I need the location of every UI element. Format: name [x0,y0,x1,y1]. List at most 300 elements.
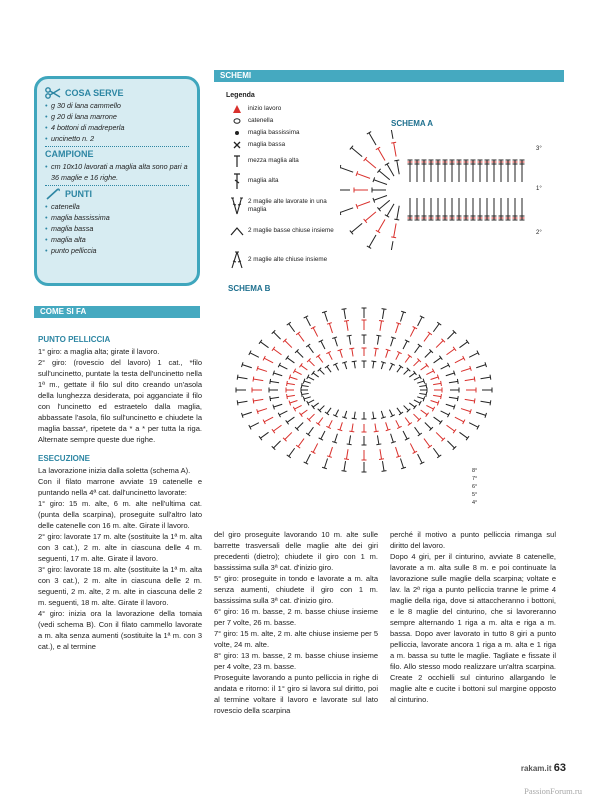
stitch-mark [461,409,471,412]
stitch-mark [335,410,338,416]
stitch-mark [397,206,399,220]
stitch-mark [373,412,374,419]
schema-a-diagram [340,130,560,250]
stitch-mark [375,349,376,357]
watermark: PassionForum.ru [524,786,582,796]
stitch-mark [329,420,333,427]
stitch-mark [335,338,338,347]
stitch-top [382,309,387,310]
stitch-mark [365,212,376,221]
paragraph: perché il motivo a punto pelliccia rimanga sul diritto del lavoro. [390,530,556,550]
page-number: 63 [553,762,566,774]
legend-row: inizio lavoro [226,104,344,114]
stitch-top [466,340,469,344]
stitch-mark [417,381,424,383]
stitch-mark [413,414,419,420]
legend-row: 2 maglie alte lavorate in una maglia [226,196,344,216]
stitch-mark [418,454,423,463]
stitch-mark [447,349,455,355]
stitch-mark [344,309,346,319]
stitch-mark [469,353,478,358]
stitch-mark [345,362,347,369]
round-mark: 1° [536,186,542,192]
stitch-top [296,445,300,448]
stitch-mark [374,195,387,200]
round-mark: 3° [536,146,542,152]
stitch-top [474,377,475,382]
stitch-mark [260,432,268,438]
stitch-mark [396,447,399,457]
chain-stitch-icon [232,116,242,126]
stitch-mark [290,401,298,403]
stitch-mark [340,167,353,172]
stitch-top [399,412,403,415]
text-column-1 [38,334,202,652]
stitch-mark [273,441,280,448]
stitch-mark [405,356,410,362]
stitch-mark [297,423,303,429]
stitch-mark [380,321,382,331]
gauge-heading: CAMPIONE [45,149,94,159]
stitch-mark [329,447,332,457]
section-heading: ESECUZIONE [38,454,91,463]
stitch-mark [449,397,458,398]
stitch-top [439,420,442,424]
stitch-top [347,335,352,336]
stitch-mark [409,373,415,377]
stitch-top [272,347,275,351]
stitch-top [374,431,379,432]
stitch-mark [344,461,346,471]
stitch-top [428,445,432,448]
stitch-mark [375,424,376,432]
stitch-top [374,348,379,349]
stitch-top [325,365,329,368]
stitch-mark [397,408,401,414]
paragraph: 5° giro: proseguite in tondo e lavorate a m. alta senza aumenti, chiudete il giro con 1 m. bassissima sulla 3ª cat. d'inizio giro. [214,574,378,605]
materials-list [45,100,189,144]
stitch-mark [433,383,441,384]
stitch-mark [386,350,388,358]
legend-row: 2 maglie basse chiuse insieme [226,226,344,236]
stitch-mark [377,435,378,444]
stitch-mark [419,385,426,386]
stitch-mark [447,332,454,339]
stitch-mark [290,377,298,379]
paragraph: Dopo 4 giri, per il cinturino, avviate 8 catenelle, lavorate a m. alta sulle 8 m. e poi continuate la lavorazione sulle maglie della scarpina; voltate e lav. la 2ª riga a punto pelliccia tranne le prime 4 maglie della riga, dove si attaccheranno i bottoni, e le 8 maglie del cinturino, che si lavoreranno sempre alternando 1 riga a m. alta e riga a m. bassa. Dopo aver lavorato in tutto 8 giri a punto pelliccia, lavorate ancora 1 riga a m. alta e 1 riga a m. bassa su tutte le maglie. Tagliate e fissate il filo. Allo stesso modo realizzare un'altra scarpina. Create 2 occhielli sul cinturino allargando le maglie alte e cucite i bottoni sul margine opposto al cinturino. [390,552,556,704]
stitch-top [457,396,458,401]
legend-row: maglia bassissima [226,128,344,138]
stitch-top [286,420,289,424]
paragraph: La lavorazione inizia dalla soletta (schema A). [38,466,191,475]
stitch-top [399,365,403,368]
stitch-top [301,383,302,388]
stitch-top [342,471,347,472]
stitch-top [441,381,442,386]
stitch-top [299,363,302,367]
stitch-mark [306,317,311,326]
stitch-mark [426,371,433,375]
stitch-top [237,400,238,405]
stitch-mark [309,360,315,366]
stitch-mark [414,400,420,403]
stitch-top [349,431,354,432]
list-item: • g 20 di lana marrone [45,111,189,122]
stitch-mark [426,405,433,409]
list-item: • uncinetto n. 2 [45,133,189,144]
stitch-mark [309,414,315,420]
materials-box [34,76,200,286]
stitch-mark [327,367,331,373]
stitch-top [453,347,456,351]
stitch-top [426,363,429,367]
stitch-mark [313,443,318,452]
stitch-mark [253,399,263,401]
stitch-top [418,344,422,347]
stitch-top [316,355,320,358]
stitch-mark [441,411,449,415]
stitch-mark [374,180,387,185]
stitch-mark [319,369,324,374]
stitch-top [376,335,381,336]
legend-row: catenella [226,116,344,126]
stitch-mark [459,342,467,348]
stitch-mark [287,358,294,363]
stitch-mark [424,439,430,447]
stitch-mark [270,381,279,382]
list-item: • catenella [45,201,189,212]
stitch-mark [318,356,323,362]
stitch-top [253,377,254,382]
stitch-mark [436,341,443,348]
legend-row: 2 maglie alte chiuse insieme [226,250,344,270]
legend-row: maglia bassa [226,140,344,150]
stitch-mark [264,358,273,363]
legend-row: maglia alta [226,172,344,190]
stitch-mark [449,381,458,382]
stitch-mark [297,351,303,357]
paragraph: 8° giro: 13 m. basse, 2 m. basse chiuse insieme per 4 volte, 23 m. basse. [214,651,378,671]
single-crochet-icon [232,140,242,150]
stitch-mark [285,432,292,439]
stitch-mark [257,368,267,371]
stitch-mark [391,241,393,250]
stitch-mark [461,368,471,371]
stitch-mark [313,403,319,407]
stitch-mark [287,395,295,396]
stitch-mark [308,427,313,434]
stitch-top [270,396,271,401]
stitch-mark [329,353,333,360]
stitch-mark [329,323,332,333]
stitch-mark [382,309,384,319]
stitch-top [344,320,349,321]
stitch-top [296,332,300,335]
stitch-mark [349,435,350,444]
stitch-top [371,361,376,362]
stitch-mark [397,160,399,174]
stitch-mark [369,133,376,145]
stitch-mark [346,449,348,459]
divider [45,185,189,186]
stitch-top [301,392,302,397]
paragraph: Proseguite lavorando a punto pelliccia in righe di andata e ritorno: il 1° giro si lavora sul diritto, poi al termine voltare il lavoro e lavorate sul lato rovescio della scarpina [214,673,378,715]
materials-heading: COSA SERVE [45,87,189,99]
stitches-heading: PUNTI [45,188,189,200]
stitch-top [394,160,399,161]
stitch-mark [446,373,455,376]
stitch-top [287,455,291,458]
stitch-mark [238,401,248,403]
stitch-mark [410,443,415,452]
stitch-mark [340,350,342,358]
stitch-mark [351,148,362,157]
stitch-mark [308,377,314,380]
stitch-top [352,361,357,362]
stitch-mark [270,397,279,398]
list-item: • g 30 di lana cammello [45,100,189,111]
stitch-mark [308,400,314,403]
stitch-mark [373,361,374,368]
legend-row: mezza maglia alta [226,154,344,168]
stitch-top [312,371,315,375]
legend-title: Legenda [226,92,255,99]
stitch-mark [433,324,439,332]
stitch-mark [387,204,394,216]
gauge-list [45,161,189,183]
stitch-top [439,356,442,360]
stitch-mark [345,411,347,418]
stitch-mark [302,393,309,394]
stitch-mark [327,408,331,414]
stitch-mark [279,365,287,369]
stitch-top [441,394,442,399]
stitch-top [408,423,412,426]
scissors-icon [45,87,61,99]
section-band-schemi: SCHEMI [214,70,564,82]
stitch-top [379,320,384,321]
stitch-mark [425,423,431,429]
stitch-mark [418,317,423,326]
stitch-top [253,398,254,403]
stitch-top [394,219,399,220]
stitch-top [316,423,320,426]
stitch-mark [404,406,409,411]
stitch-mark [242,412,252,415]
stitch-top [342,309,347,310]
stitch-mark [335,364,338,370]
stitch-mark [394,223,396,237]
paragraph: 1° giro: 15 m. alte, 6 m. alte nell'ultima cat. (punta della scarpina), proseguite sull'altro lato delle catenelle con 16 m. alte. Girate il lavoro. [38,499,202,530]
round-mark: 8° [472,468,478,474]
stitch-top [382,471,387,472]
paragraph: 7° giro: 15 m. alte, 2 m. alte chiuse insieme per 5 volte, 24 m. alte. [214,629,378,649]
stitch-top [287,394,288,399]
list-item: • maglia bassa [45,223,189,234]
stitch-top [237,375,238,380]
stitch-mark [354,412,355,419]
stitch-top [453,429,456,433]
stitch-mark [414,377,420,380]
stitch-mark [447,441,454,448]
stitch-mark [273,332,280,339]
round-mark: 5° [472,492,478,498]
stitch-top [306,344,310,347]
stitch-top [259,340,262,344]
round-mark: 7° [472,476,478,482]
paragraph: 4° giro: inizia ora la lavorazione della tomaia (vedi schema B). Con il filato cammello lavorate a m. alta senza aumenti (sostituite la 1ª m. con 3 cat.), e al termine [38,609,202,651]
stitch-top [391,142,396,143]
stitch-mark [304,397,311,399]
list-item: • maglia bassissima [45,212,189,223]
stitch-mark [465,379,475,381]
stitch-mark [459,432,467,438]
stitch-mark [321,431,325,439]
stitch-mark [394,143,396,157]
stitch-mark [351,223,362,232]
dc2tog-icon [230,250,244,270]
stitch-mark [455,417,464,422]
site-name: rakam.it [520,764,552,773]
stitch-mark [313,373,319,377]
stitch-mark [396,353,400,360]
stitch-mark [357,202,370,207]
stitch-mark [405,418,410,424]
stitch-mark [413,360,419,366]
paragraph: 2° giro: (rovescio del lavoro) 1 cat., *filo sull'uncinetto, puntate la testa dell'uncinetto nella 1ª m., gettate il filo sul dito creando un'asola della lunghezza desiderata, poi agganciate il filo con l'uncinetto ed estraetelo dalla maglia, abbassate l'asola, filo sull'uncinetto e chiudete la maglia bassa*, ripetete da * a * per tutta la riga. Alternate sempre queste due righe. [38,358,202,444]
stitch-top [272,429,275,433]
stitch-mark [287,383,295,384]
stitch-mark [404,369,409,374]
stitch-top [428,332,432,335]
stitch-mark [434,358,441,363]
stitch-mark [421,365,427,370]
schema-a-label: SCHEMA A [391,119,434,128]
stitch-mark [274,373,283,376]
stitch-mark [417,397,424,399]
stitch-mark [419,393,426,394]
stitch-mark [301,365,307,370]
stitch-mark [481,377,491,379]
stitch-mark [469,423,478,428]
stitch-top [426,383,427,388]
round-mark: 2° [536,230,542,236]
stitch-mark [378,219,385,231]
stitch-mark [421,410,427,415]
stitch-mark [379,171,390,180]
stitch-mark [381,411,383,418]
stitch-top [490,375,491,380]
stitch-mark [313,328,318,337]
stitch-mark [476,412,486,415]
double-crochet-icon [232,172,242,190]
stitch-top [413,405,416,409]
sc2tog-icon [230,226,244,236]
stitch-mark [349,336,350,345]
stitch-mark [289,448,295,456]
stitch-mark [377,336,378,345]
stitch-top [299,413,302,417]
stitch-mark [380,449,382,459]
slip-stitch-icon [232,128,242,138]
stitch-mark [403,431,407,439]
paragraph: 3° giro: lavorate 18 m. alte (sostituite la 1ª m. alta con 3 cat.), 2 m. alte in ciascuna delle 2 m. seguenti, 2 m. alte, 2 m. alte in ciascuna delle 2 m. seguenti, 18 m. alte. Girate il lavoro. [38,565,202,607]
stitch-mark [400,312,403,322]
stitch-mark [273,425,281,431]
stitch-top [466,436,469,440]
stitch-top [437,322,441,325]
two-dc-in-one-icon [230,196,244,216]
stitch-top [408,355,412,358]
stitch-mark [302,385,309,386]
stitch-mark [381,362,383,369]
stitch-mark [433,448,439,456]
stitch-mark [403,341,407,349]
stitch-top [371,418,376,419]
stitch-mark [397,367,401,373]
half-double-crochet-icon [232,154,242,168]
stitch-mark [287,417,294,422]
stitch-mark [319,406,324,411]
stitch-top [474,398,475,403]
stitch-top [287,322,291,325]
stitch-mark [396,323,399,333]
stitch-mark [433,395,441,396]
stitch-mark [379,200,390,209]
section-heading: PUNTO PELLICCIA [38,335,111,344]
stitch-mark [274,404,283,407]
paragraph: 1° giro: a maglia alta; girate il lavoro. [38,347,160,356]
stitch-mark [396,420,400,427]
stitch-mark [257,409,267,412]
stitch-mark [324,312,327,322]
stitch-mark [295,371,302,375]
paragraph: 6° giro: 16 m. basse, 2 m. basse chiuse insieme per 7 volte, 26 m. basse. [214,607,378,627]
stitch-mark [382,461,384,471]
stitch-mark [321,341,325,349]
stitch-top [306,433,310,436]
stitch-mark [391,434,394,443]
stitch-mark [410,328,415,337]
text-column-3 [390,529,556,705]
stitch-mark [354,361,355,368]
stitch-top [379,459,384,460]
schema-b-diagram [214,294,564,510]
stitch-mark [455,358,464,363]
divider [45,146,189,147]
stitch-mark [340,208,353,213]
stitch-mark [431,377,439,379]
stitch-mark [298,439,304,447]
stitch-top [418,433,422,436]
stitch-mark [446,404,455,407]
stitch-mark [447,425,455,431]
page-footer [521,762,566,774]
stitch-mark [304,381,311,383]
stitch-mark [289,324,295,332]
stitch-mark [389,364,392,370]
stitch-top [413,371,416,375]
stitch-mark [250,423,259,428]
stitch-mark [285,341,292,348]
stitch-mark [378,148,385,160]
stitch-mark [308,346,313,353]
stitch-mark [365,159,376,168]
stitch-mark [340,422,342,430]
stitch-top [490,400,491,405]
stitch-top [391,237,396,238]
stitch-mark [425,351,431,357]
